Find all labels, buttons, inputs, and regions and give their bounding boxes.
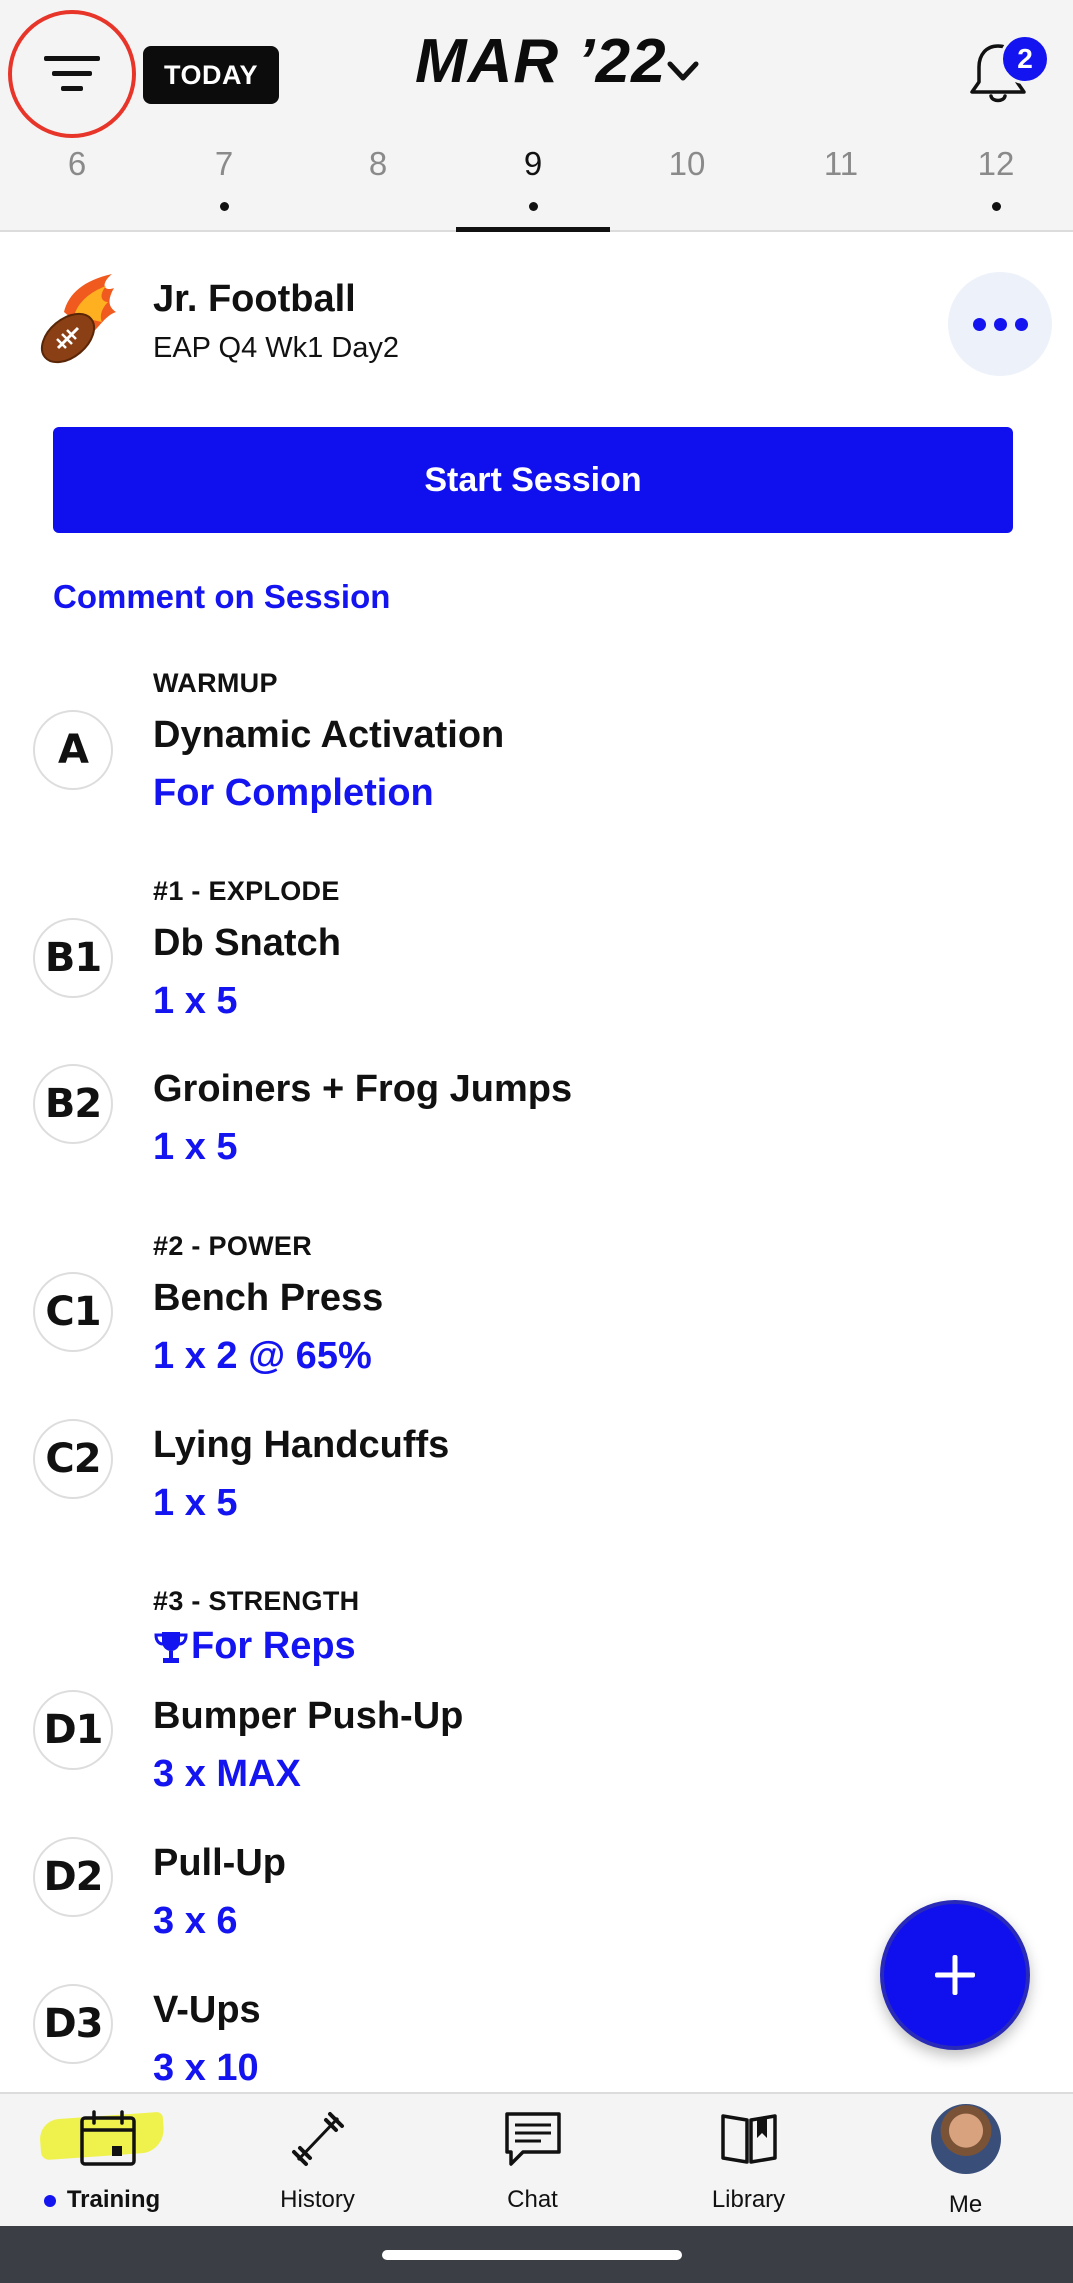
add-button[interactable] xyxy=(880,1900,1030,2050)
more-icon xyxy=(994,318,1007,331)
nav-chat[interactable] xyxy=(425,2094,640,2228)
nav-label: Training xyxy=(66,2186,161,2213)
day-number: 12 xyxy=(977,145,1015,182)
exercise-scheme[interactable]: For Completion xyxy=(153,772,434,814)
chevron-down-icon[interactable] xyxy=(664,56,702,86)
section-label-explode: #1 - EXPLODE xyxy=(153,876,340,906)
exercise-badge: C2 xyxy=(33,1419,113,1499)
day-strip xyxy=(0,140,1073,232)
more-icon xyxy=(973,318,986,331)
session-dot xyxy=(992,202,1001,211)
exercise-scheme[interactable]: 1 x 5 xyxy=(153,1482,238,1524)
session-dot xyxy=(529,202,538,211)
exercise-scheme[interactable]: 3 x 6 xyxy=(153,1900,238,1942)
avatar xyxy=(931,2104,1001,2174)
top-header xyxy=(0,0,1073,232)
exercise-scheme[interactable]: 1 x 2 @ 65% xyxy=(153,1335,372,1377)
exercise-name[interactable]: Dynamic Activation xyxy=(153,714,505,756)
barbell-icon xyxy=(286,2108,350,2170)
nav-label: Me xyxy=(948,2191,983,2218)
exercise-scheme[interactable]: 1 x 5 xyxy=(153,1126,238,1168)
notification-badge: 2 xyxy=(1000,34,1050,84)
exercise-badge: D1 xyxy=(33,1690,113,1770)
day-11[interactable] xyxy=(764,140,918,232)
exercise-badge: B1 xyxy=(33,918,113,998)
exercise-name[interactable]: Pull-Up xyxy=(153,1842,286,1884)
football-icon xyxy=(34,272,122,368)
exercise-badge: C1 xyxy=(33,1272,113,1352)
exercise-badge: D2 xyxy=(33,1837,113,1917)
selected-day-underline xyxy=(456,227,610,232)
month-selector[interactable]: MAR ’22 xyxy=(415,27,667,96)
day-9[interactable] xyxy=(456,140,610,232)
exercise-name[interactable]: Db Snatch xyxy=(153,922,341,964)
team-name: Jr. Football xyxy=(153,278,356,320)
section-label-warmup: WARMUP xyxy=(153,668,278,698)
exercise-scheme[interactable]: 3 x MAX xyxy=(153,1753,301,1795)
chat-icon xyxy=(501,2108,565,2170)
exercise-name[interactable]: V-Ups xyxy=(153,1989,261,2031)
day-number: 10 xyxy=(668,145,706,182)
day-number: 6 xyxy=(67,145,87,182)
start-session-button[interactable]: Start Session xyxy=(53,427,1013,533)
exercise-name[interactable]: Groiners + Frog Jumps xyxy=(153,1068,573,1110)
nav-label: Chat xyxy=(507,2186,558,2213)
day-number: 11 xyxy=(823,145,859,182)
for-reps-text: For Reps xyxy=(191,1625,356,1667)
nav-label: History xyxy=(280,2186,355,2213)
bottom-nav xyxy=(0,2092,1073,2226)
exercise-name[interactable]: Lying Handcuffs xyxy=(153,1424,450,1466)
day-7[interactable] xyxy=(147,140,301,232)
comment-on-session-link[interactable]: Comment on Session xyxy=(53,578,391,615)
day-8[interactable] xyxy=(301,140,455,232)
exercise-name[interactable]: Bench Press xyxy=(153,1277,384,1319)
for-reps-label xyxy=(153,1625,356,1668)
day-number: 7 xyxy=(214,145,234,182)
exercise-scheme[interactable]: 1 x 5 xyxy=(153,980,238,1022)
plus-icon xyxy=(933,1953,977,1997)
trophy-icon xyxy=(153,1629,189,1665)
more-icon xyxy=(1015,318,1028,331)
filter-button[interactable] xyxy=(8,10,136,138)
exercise-name[interactable]: Bumper Push-Up xyxy=(153,1695,464,1737)
day-number: 9 xyxy=(523,145,543,182)
exercise-badge: A xyxy=(33,710,113,790)
day-number: 8 xyxy=(368,145,388,182)
filter-icon xyxy=(44,54,100,94)
system-navigation-bar xyxy=(0,2226,1073,2283)
day-12[interactable] xyxy=(919,140,1073,232)
exercise-badge: B2 xyxy=(33,1064,113,1144)
session-dot xyxy=(220,202,229,211)
section-label-power: #2 - POWER xyxy=(153,1231,313,1261)
section-label-strength: #3 - STRENGTH xyxy=(153,1586,360,1616)
session-name: EAP Q4 Wk1 Day2 xyxy=(153,332,400,364)
today-button[interactable]: TODAY xyxy=(143,46,279,104)
nav-me[interactable] xyxy=(858,2094,1073,2228)
day-10[interactable] xyxy=(610,140,764,232)
exercise-badge: D3 xyxy=(33,1984,113,2064)
home-indicator[interactable] xyxy=(382,2250,682,2260)
nav-library[interactable] xyxy=(641,2094,856,2228)
exercise-scheme[interactable]: 3 x 10 xyxy=(153,2047,259,2089)
calendar-icon xyxy=(76,2108,140,2170)
nav-label: Library xyxy=(711,2186,786,2213)
nav-history[interactable] xyxy=(210,2094,425,2228)
day-6[interactable] xyxy=(0,140,154,232)
book-icon xyxy=(717,2108,781,2170)
more-options-button[interactable] xyxy=(948,272,1052,376)
nav-training[interactable] xyxy=(0,2094,215,2228)
